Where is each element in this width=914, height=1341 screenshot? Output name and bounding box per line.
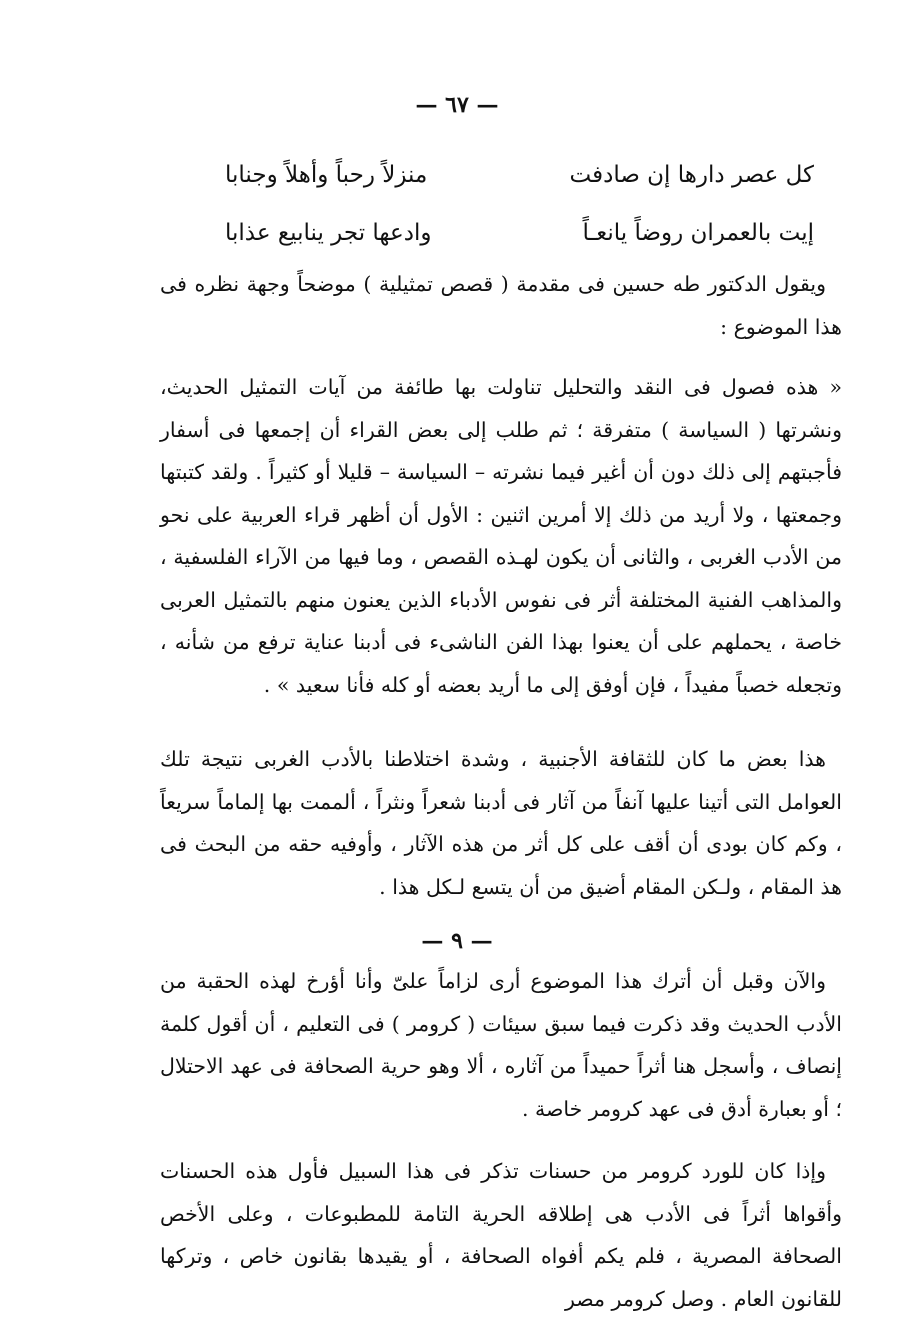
quote-paragraph: « هذه فصول فى النقد والتحليل تناولت بها طائفة من آيات التمثيل الحديث، ونشرتها ( السياسة ) متفرقة ؛ ثم طلب إلى بعض القراء أن إجمعها فى أسفار فأجبتهم إلى ذلك دون أن أغير فيما نشرته – السياسة – قليلا أو كثيراً . ولقد كتبتها وجمعتها ، ولا أريد من ذلك إلا أمرين اثنين : الأول أن أظهر قراء العربية على نحو من الأدب الغربى ، والثانى أن يكون لهـذه القصص ، وما فيها من الآراء الفلسفية ، والمذاهب الفنية المختلفة أثر فى نفوس الأدباء الذين يعنون منهم بالتمثيل العربى خاصة ، يحملهم على أن يعنوا بهذا الفن الناشىء فى أدبنا عناية ترفع من شأنه ، وتجعله خصباً مفيداً ، فإن أوفق إلى ما أريد بعضه أو كله فأنا سعيد » . (160, 375, 842, 697)
verse-first-hemistich: إيت بالعمران روضاً يانعـاً (582, 220, 814, 246)
section-paragraph (160, 1150, 842, 1320)
section-paragraph-text: والآن وقبل أن أترك هذا الموضوع أرى لزاماً علىّ وأنا أؤرخ لهذه الحقبة من الأدب الحديث وقد ذكرت فيما سبق سيئات ( كرومر ) فى التعليم ، أن أقول كلمة إنصاف ، وأسجل هنا أثراً حميداً من آثاره ، ألا وهو حرية الصحافة فى عهد الاحتلال ؛ أو بعبارة أدق فى عهد كرومر خاصة . (160, 969, 842, 1121)
verse-second-hemistich: منزلاً رحباً وأهلاً وجنابا (225, 162, 428, 188)
intro-paragraph (160, 263, 842, 348)
verse-first-hemistich: كل عصر دارها إن صادفت (569, 162, 814, 188)
verse-second-hemistich: وادعها تجر ينابيع عذابا (225, 220, 432, 246)
intro-text: ويقول الدكتور طه حسين فى مقدمة ( قصص تمثيلية ) موضحاً وجهة نظره فى هذا الموضوع : (160, 272, 842, 339)
section-paragraph-text: وإذا كان للورد كرومر من حسنات تذكر فى هذا السبيل فأول هذه الحسنات وأقواها أثراً فى الأدب هى إطلاقه الحرية التامة للمطبوعات ، وعلى الأخص الصحافة المصرية ، فلم يكم أفواه الصحافة ، أو يقيدها بقانون خاص ، وتركها للقانون العام . وصل كرومر مصر (160, 1159, 842, 1311)
page-number: — ٦٧ — (415, 92, 499, 118)
poem-verse (0, 208, 914, 266)
poem (0, 150, 914, 266)
section-paragraph (160, 960, 842, 1130)
section-number: — ٩ — (421, 928, 493, 954)
body-paragraph-text: هذا بعض ما كان للثقافة الأجنبية ، وشدة اختلاطنا بالأدب الغربى نتيجة تلك العوامل التى أتينا عليها آنفاً من آثار فى أدبنا شعراً ونثراً ، ألممت بها إلماماً سريعاً ، وكم كان بودى أن أقف على كل أثر من هذه الآثار ، وأوفيه حقه من البحث فى هذ المقام ، ولـكن المقام أضيق من أن يتسع لـكل هذا . (160, 747, 842, 899)
poem-verse (0, 150, 914, 208)
body-paragraph (160, 738, 842, 908)
